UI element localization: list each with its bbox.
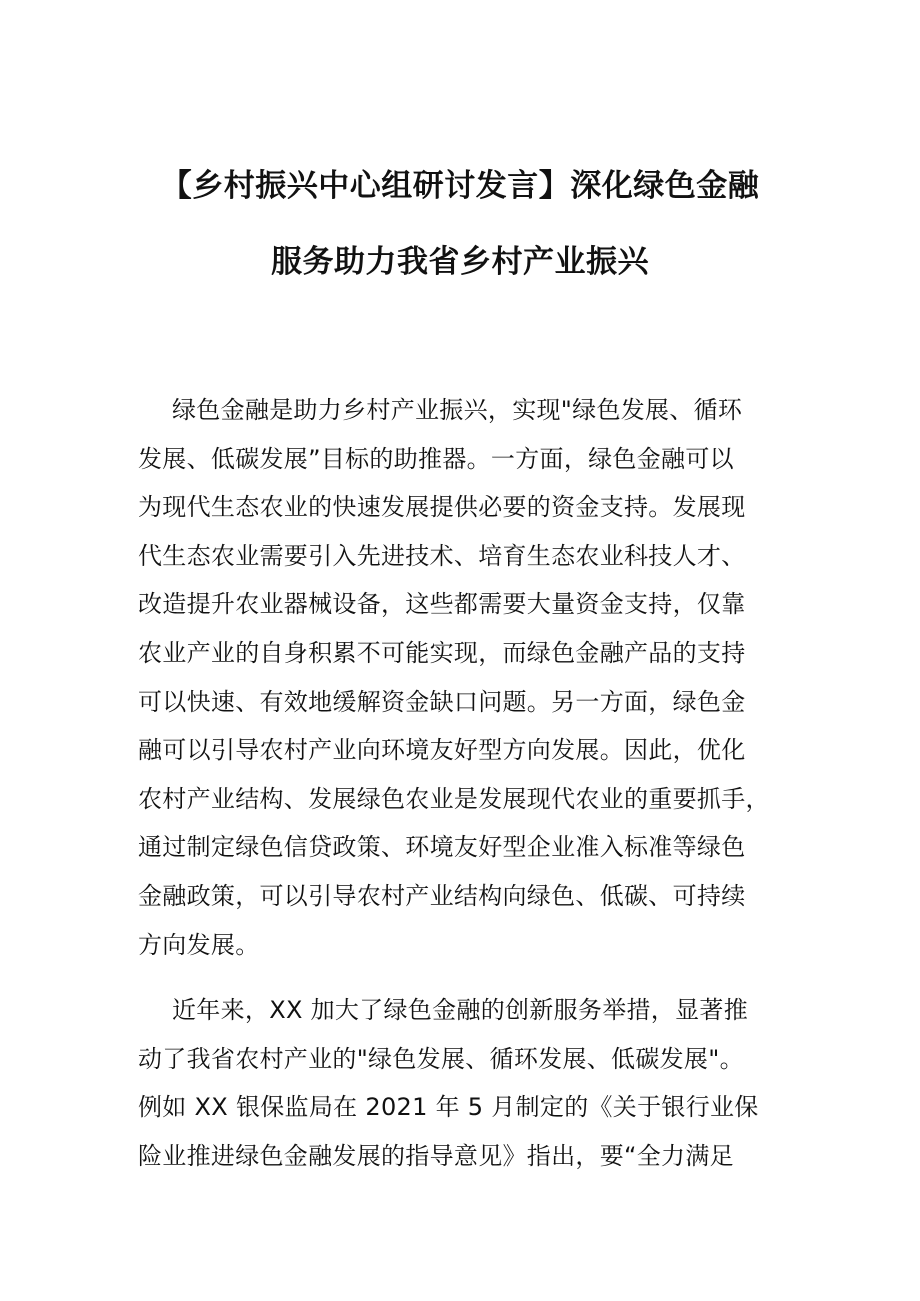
paragraph-line: 融可以引导农村产业向环境友好型方向发展。因此，优化	[138, 736, 746, 765]
paragraph-line: 改造提升农业器械设备，这些都需要大量资金支持，仅靠	[138, 590, 746, 619]
paragraph-2	[138, 986, 798, 1180]
paragraph-line: 近年来，XX 加大了绿色金融的创新服务举措，显著推	[172, 996, 749, 1024]
document-title-line-1: 【乡村振兴中心组研讨发言】深化绿色金融	[160, 168, 760, 204]
paragraph-line: 发展、低碳发展”目标的助推器。一方面，绿色金融可以	[138, 444, 734, 473]
paragraph-line: 险业推进绿色金融发展的指导意见》指出，要“全力满足	[138, 1141, 734, 1170]
paragraph-line: 可以快速、有效地缓解资金缺口问题。另一方面，绿色金	[138, 687, 746, 716]
paragraph-line: 为现代生态农业的快速发展提供必要的资金支持。发展现	[138, 493, 746, 522]
paragraph-line: 代生态农业需要引入先进技术、培育生态农业科技人才、	[138, 541, 746, 570]
paragraph-line: 通过制定绿色信贷政策、环境友好型企业准入标准等绿色	[138, 833, 746, 862]
paragraph-1	[138, 386, 798, 969]
paragraph-line: 农业产业的自身积累不可能实现，而绿色金融产品的支持	[138, 638, 746, 667]
paragraph-line: 金融政策，可以引导农村产业结构向绿色、低碳、可持续	[138, 881, 746, 910]
paragraph-line: 例如 XX 银保监局在 2021 年 5 月制定的《关于银行业保	[138, 1093, 759, 1122]
paragraph-line: 方向发展。	[138, 930, 260, 959]
paragraph-line: 绿色金融是助力乡村产业振兴，实现"绿色发展、循环	[172, 396, 743, 424]
paragraph-line: 农村产业结构、发展绿色农业是发展现代农业的重要抓手，	[138, 784, 770, 813]
paragraph-line: 动了我省农村产业的"绿色发展、循环发展、低碳发展"。	[138, 1044, 744, 1073]
document-title-line-2: 服务助力我省乡村产业振兴	[271, 244, 649, 280]
